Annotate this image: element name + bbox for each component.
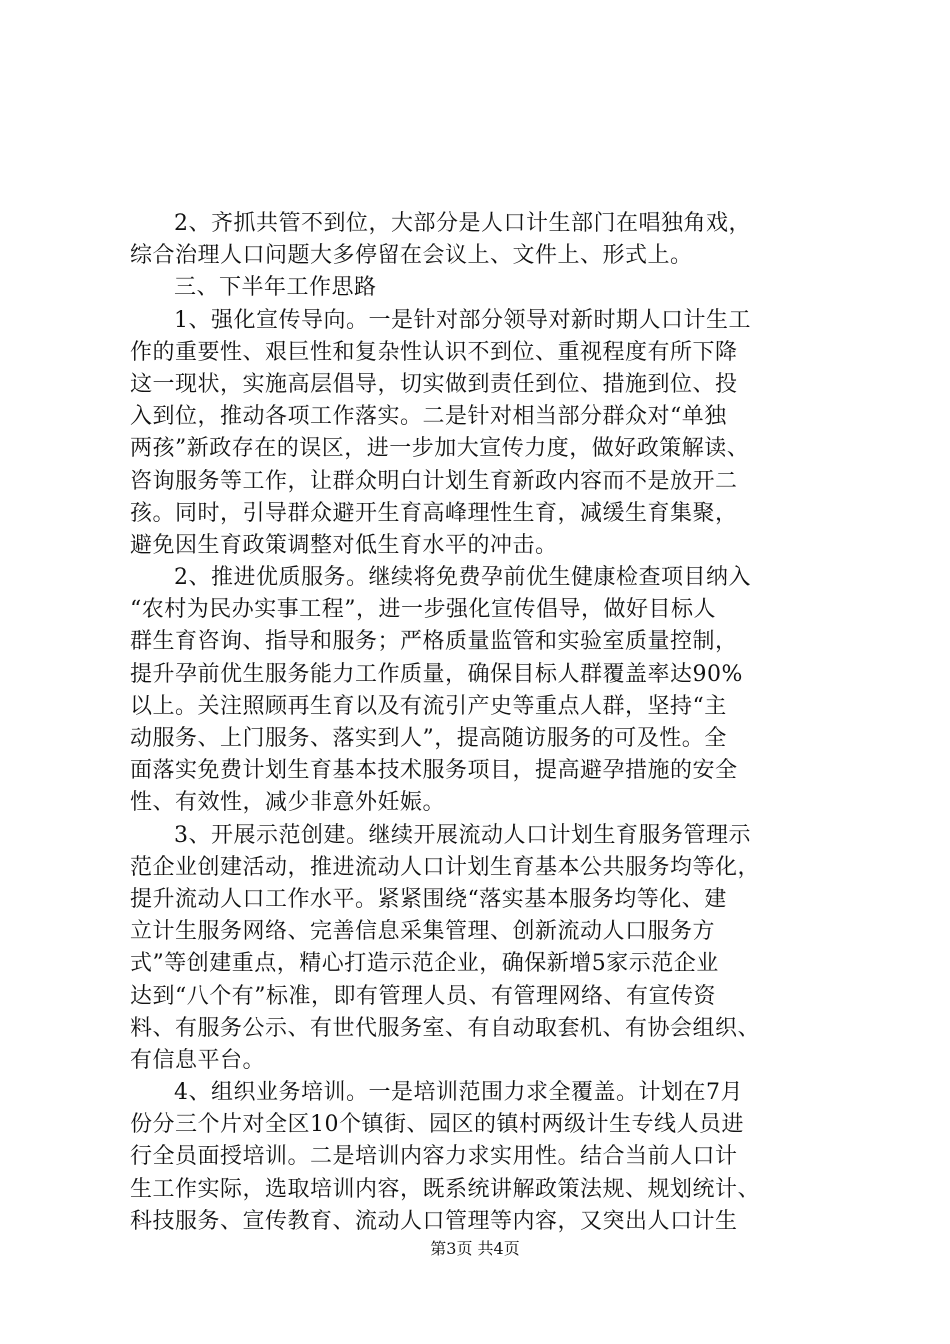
paragraph xyxy=(130,820,842,1078)
paragraph xyxy=(130,208,842,272)
text-line: 三、下半年工作思路 xyxy=(174,275,377,301)
text-line: 立计生服务网络、完善信息采集管理、创新流动人口服务方 xyxy=(130,919,716,945)
text-line: 科技服务、宣传教育、流动人口管理等内容，又突出人口计生 xyxy=(130,1208,738,1234)
text-line: 式”等创建重点，精心打造示范企业，确保新增5家示范企业 xyxy=(130,951,719,977)
text-line: 两孩”新政存在的误区，进一步加大宣传力度，做好政策解读、 xyxy=(130,436,750,462)
text-line: 提升流动人口工作水平。紧紧围绕“落实基本服务均等化、建 xyxy=(130,886,727,912)
text-line: 生工作实际，选取培训内容，既系统讲解政策法规、规划统计、 xyxy=(130,1176,761,1202)
page-number: 第3页 共4页 xyxy=(430,1239,520,1258)
text-line: 料、有服务公示、有世代服务室、有自动取套机、有协会组织、 xyxy=(130,1015,761,1041)
paragraph xyxy=(130,305,842,563)
text-line: 范企业创建活动，推进流动人口计划生育基本公共服务均等化， xyxy=(130,854,761,880)
text-line: 份分三个片对全区10个镇街、园区的镇村两级计生专线人员进 xyxy=(130,1112,744,1138)
text-line: 咨询服务等工作，让群众明白计划生育新政内容而不是放开二 xyxy=(130,468,738,494)
text-line: 综合治理人口问题大多停留在会议上、文件上、形式上。 xyxy=(130,243,693,269)
text-line: 1、强化宣传导向。一是针对部分领导对新时期人口计生工 xyxy=(174,307,751,333)
text-line: 有信息平台。 xyxy=(130,1047,266,1073)
text-line: 动服务、上门服务、落实到人”，提高随访服务的可及性。全 xyxy=(130,726,727,751)
page-footer xyxy=(0,1236,950,1259)
document-body xyxy=(130,208,842,1238)
text-line: 4、组织业务培训。一是培训范围力求全覆盖。计划在7月 xyxy=(174,1080,743,1106)
text-line: 这一现状，实施高层倡导，切实做到责任到位、措施到位、投 xyxy=(130,371,738,397)
section-heading xyxy=(130,272,842,304)
text-line: 作的重要性、艰巨性和复杂性认识不到位、重视程度有所下降 xyxy=(130,339,738,365)
text-line: 入到位，推动各项工作落实。二是针对相当部分群众对“单独 xyxy=(130,404,727,430)
text-line: 2、齐抓共管不到位，大部分是人口计生部门在唱独角戏， xyxy=(174,211,751,236)
paragraph xyxy=(130,562,842,820)
paragraph xyxy=(130,1077,842,1238)
text-line: 达到“八个有”标准，即有管理人员、有管理网络、有宣传资 xyxy=(130,983,716,1009)
text-line: 面落实免费计划生育基本技术服务项目，提高避孕措施的安全 xyxy=(130,758,738,784)
text-line: 2、推进优质服务。继续将免费孕前优生健康检查项目纳入 xyxy=(174,565,751,591)
text-line: 行全员面授培训。二是培训内容力求实用性。结合当前人口计 xyxy=(130,1144,738,1170)
text-line: 孩。同时，引导群众避开生育高峰理性生育，减缓生育集聚， xyxy=(130,500,738,526)
text-line: 群生育咨询、指导和服务；严格质量监管和实验室质量控制， xyxy=(130,629,738,655)
text-line: 以上。关注照顾再生育以及有流引产史等重点人群，坚持“主 xyxy=(130,693,727,719)
text-line: “农村为民办实事工程”，进一步强化宣传倡导，做好目标人 xyxy=(130,597,716,623)
text-line: 性、有效性，减少非意外妊娠。 xyxy=(130,790,446,816)
text-line: 提升孕前优生服务能力工作质量，确保目标人群覆盖率达90% xyxy=(130,661,743,687)
text-line: 避免因生育政策调整对低生育水平的冲击。 xyxy=(130,532,558,558)
text-line: 3、开展示范创建。继续开展流动人口计划生育服务管理示 xyxy=(174,822,751,848)
